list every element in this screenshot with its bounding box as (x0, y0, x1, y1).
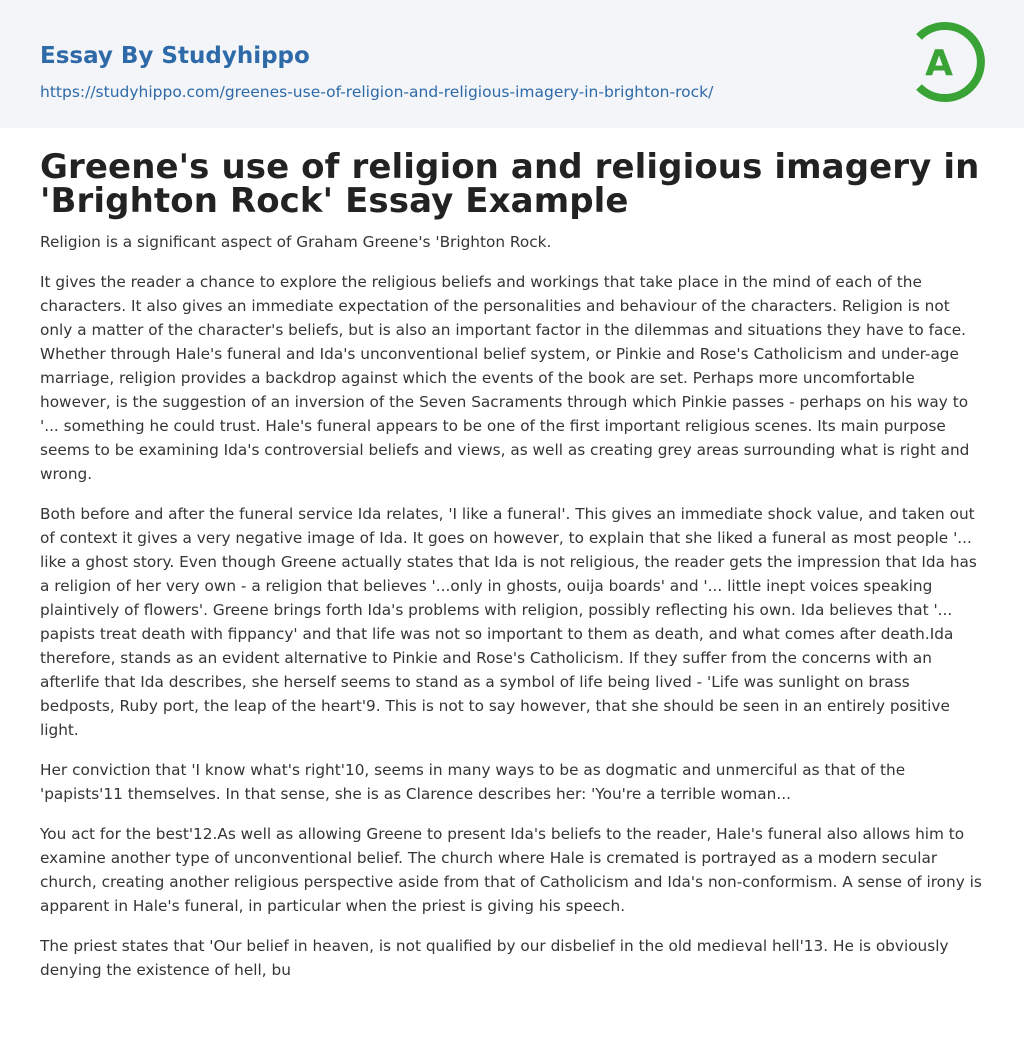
essay-title: Greene's use of religion and religious imagery in 'Brighton Rock' Essay Example (40, 147, 980, 221)
essay-paragraph-2: It gives the reader a chance to explore the religious beliefs and workings that take place in the mind of each of the characters. It also gives an immediate expectation of the personalities and behaviour of the characters. Religion is not only a matter of the character's beliefs, but is also an important factor in the dilemmas and situations they have to face. Whether through Hale's funeral and Ida's unconventional belief system, or Pinkie and Rose's Catholicism and under-age marriage, religion provides a backdrop against which the events of the book are set. Perhaps more uncomfortable however, is the suggestion of an inversion of the Seven Sacraments through which Pinkie passes - perhaps on his way to '... something he could trust. Hale's funeral appears to be one of the first important religious scenes. Its main purpose seems to be examining Ida's controversial beliefs and views, as well as creating grey areas surrounding what is right and wrong. (40, 273, 970, 483)
essay-paragraph-4: Her conviction that 'I know what's right'10, seems in many ways to be as dogmatic and unmerciful as that of the 'papists'11 themselves. In that sense, she is as Clarence describes her: 'You're a terrible woman... (40, 761, 906, 803)
essay-paragraph-3: Both before and after the funeral service Ida relates, 'I like a funeral'. This gives an immediate shock value, and taken out of context it gives a very negative image of Ida. It goes on however, to explain that she liked a funeral as most people '... like a ghost story. Even though Greene actually states that Ida is not religious, the reader gets the impression that Ida has a religion of her very own - a religion that believes '...only in ghosts, ouija boards' and '... little inept voices speaking plaintively of flowers'. Greene brings forth Ida's problems with religion, possibly reflecting his own. Ida believes that '... papists treat death with fippancy' and that life was not so important to them as death, and what comes after death.Ida therefore, stands as an evident alternative to Pinkie and Rose's Catholicism. If they suffer from the concerns with an afterlife that Ida describes, she herself seems to stand as a symbol of life being lived - 'Life was sunlight on brass bedposts, Ruby port, the leap of the heart'9. This is not to say however, that she should be seen in an entirely positive light. (40, 505, 977, 739)
essay-paragraph-6: The priest states that 'Our belief in heaven, is not qualified by our disbelief in the old medieval hell'13. He is obviously denying the existence of hell, bu (40, 937, 949, 979)
essay-content (0, 147, 1024, 982)
site-header (0, 0, 1024, 128)
essay-paragraph-5: You act for the best'12.As well as allowing Greene to present Ida's beliefs to the reader, Hale's funeral also allows him to examine another type of unconventional belief. The church where Hale is cremated is portrayed as a modern secular church, creating another religious perspective aside from that of Catholicism and Ida's non-conformism. A sense of irony is apparent in Hale's funeral, in particular when the priest is giving his speech. (40, 825, 982, 915)
brand-title: Essay By Studyhippo (40, 43, 310, 69)
studyhippo-logo-icon[interactable] (910, 17, 990, 107)
source-url-link[interactable]: https://studyhippo.com/greenes-use-of-religion-and-religious-imagery-in-brighton-rock/ (40, 83, 714, 101)
logo-letter: A (925, 43, 953, 84)
essay-paragraph-1: Religion is a significant aspect of Graham Greene's 'Brighton Rock. (40, 233, 552, 251)
